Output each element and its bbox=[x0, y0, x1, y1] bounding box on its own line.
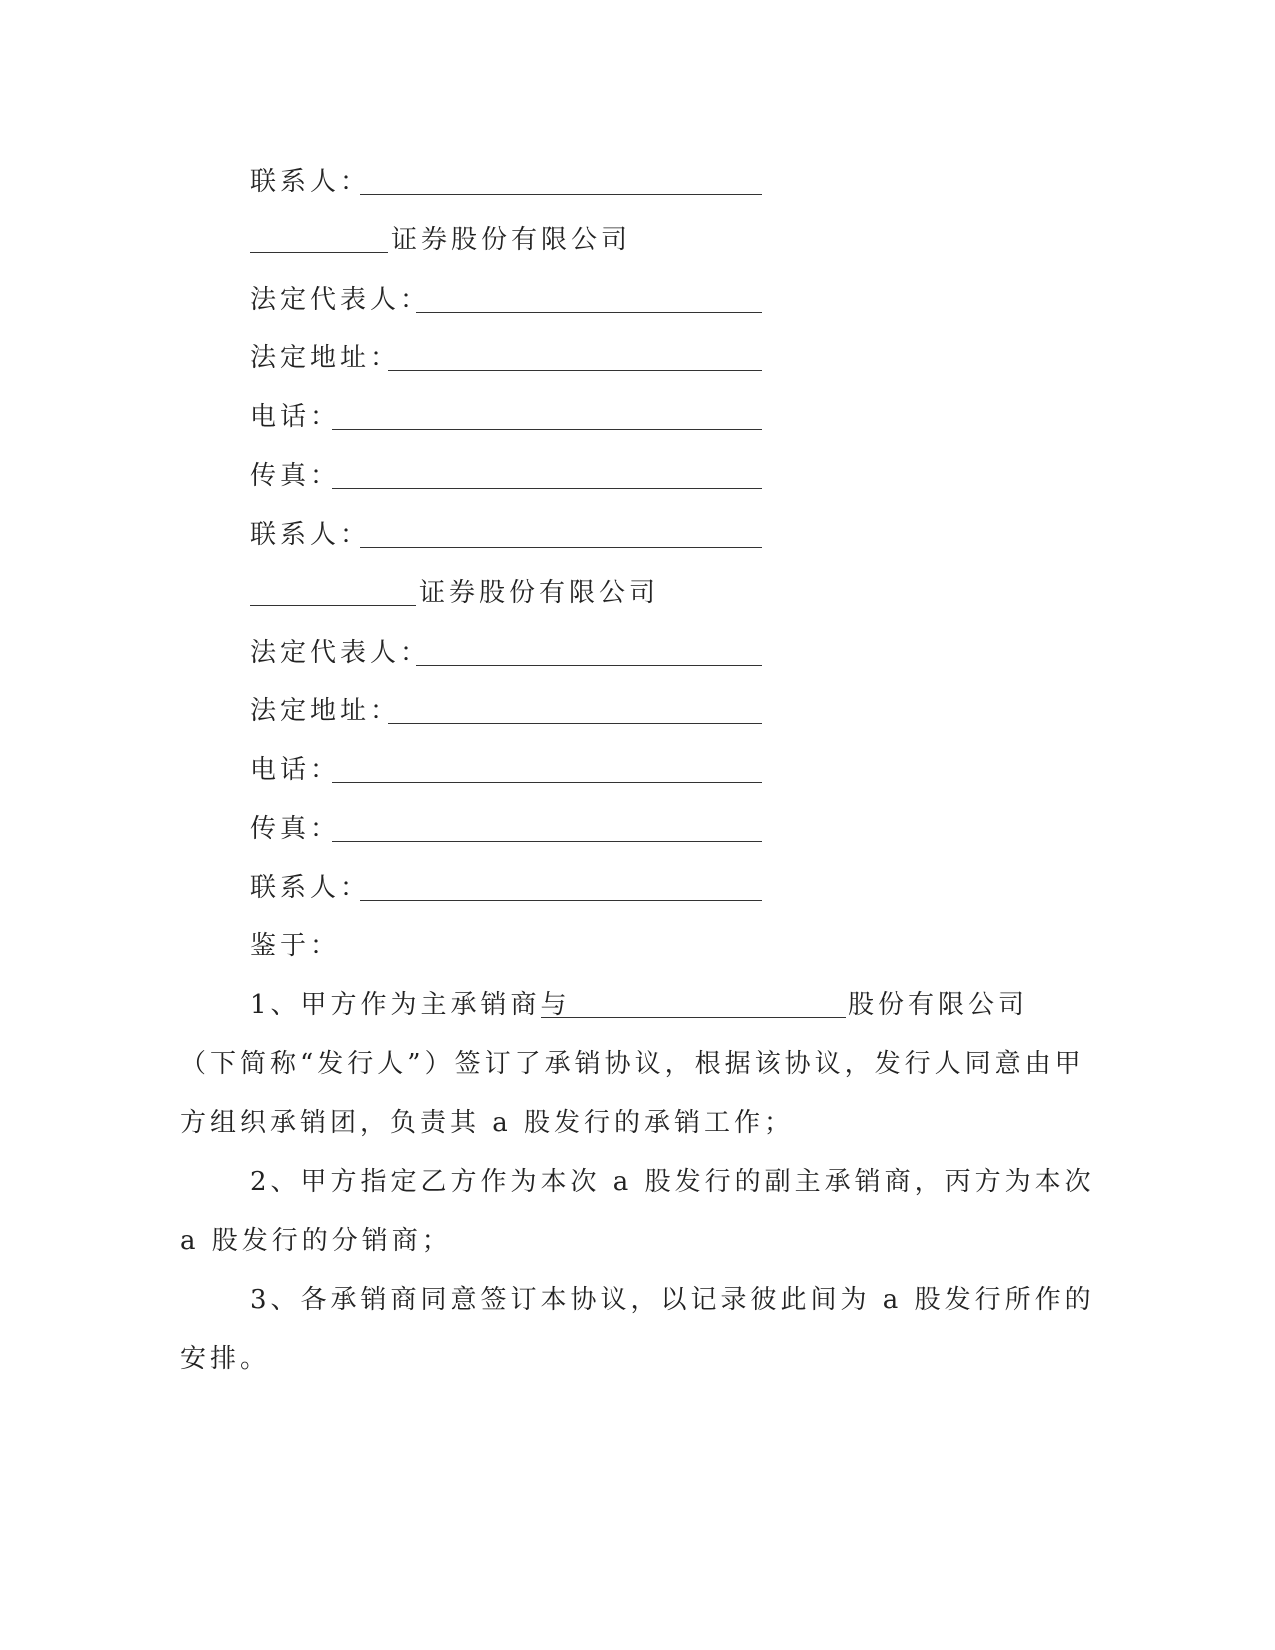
company-name-blank bbox=[250, 252, 388, 253]
fax-label: 传真： bbox=[250, 814, 341, 844]
phone-label: 电话： bbox=[250, 402, 341, 432]
clause3-line1: 3、各承销商同意签订本协议，以记录彼此间为 a 股发行所作的 bbox=[250, 1285, 1095, 1315]
contact-label: 联系人： bbox=[250, 873, 371, 903]
clause2-line1: 2、甲方指定乙方作为本次 a 股发行的副主承销商，丙方为本次 bbox=[250, 1167, 1095, 1197]
legal-address-label: 法定地址： bbox=[250, 696, 401, 726]
whereas-heading: 鉴于： bbox=[250, 931, 341, 961]
contact-blank bbox=[360, 547, 762, 548]
contact-label: 联系人： bbox=[250, 520, 371, 550]
issuer-name-blank bbox=[541, 1017, 846, 1018]
clause1-suffix: 股份有限公司 bbox=[848, 990, 1029, 1020]
clause1-line3: 方组织承销团，负责其 a 股发行的承销工作； bbox=[180, 1108, 795, 1138]
company-name-blank bbox=[250, 605, 416, 606]
contact-blank bbox=[360, 194, 762, 195]
legal-address-blank bbox=[388, 723, 762, 724]
phone-blank bbox=[332, 429, 762, 430]
contact-label: 联系人： bbox=[250, 167, 371, 197]
legal-rep-label: 法定代表人： bbox=[250, 638, 431, 668]
fax-label: 传真： bbox=[250, 461, 341, 491]
legal-rep-blank bbox=[416, 665, 762, 666]
company-suffix: 证券股份有限公司 bbox=[391, 225, 632, 255]
clause3-line2: 安排。 bbox=[180, 1344, 271, 1374]
phone-blank bbox=[332, 782, 762, 783]
clause1-line2: （下简称“发行人”）签订了承销协议，根据该协议，发行人同意由甲 bbox=[180, 1049, 1085, 1079]
company-suffix: 证券股份有限公司 bbox=[419, 578, 660, 608]
fax-blank bbox=[332, 841, 762, 842]
clause1-prefix: 1、甲方作为主承销商与 bbox=[250, 990, 571, 1020]
legal-rep-label: 法定代表人： bbox=[250, 285, 431, 315]
phone-label: 电话： bbox=[250, 755, 341, 785]
legal-address-blank bbox=[388, 370, 762, 371]
fax-blank bbox=[332, 488, 762, 489]
legal-rep-blank bbox=[416, 312, 762, 313]
legal-address-label: 法定地址： bbox=[250, 343, 401, 373]
clause2-line2: a 股发行的分销商； bbox=[180, 1226, 452, 1256]
contact-blank bbox=[360, 900, 762, 901]
